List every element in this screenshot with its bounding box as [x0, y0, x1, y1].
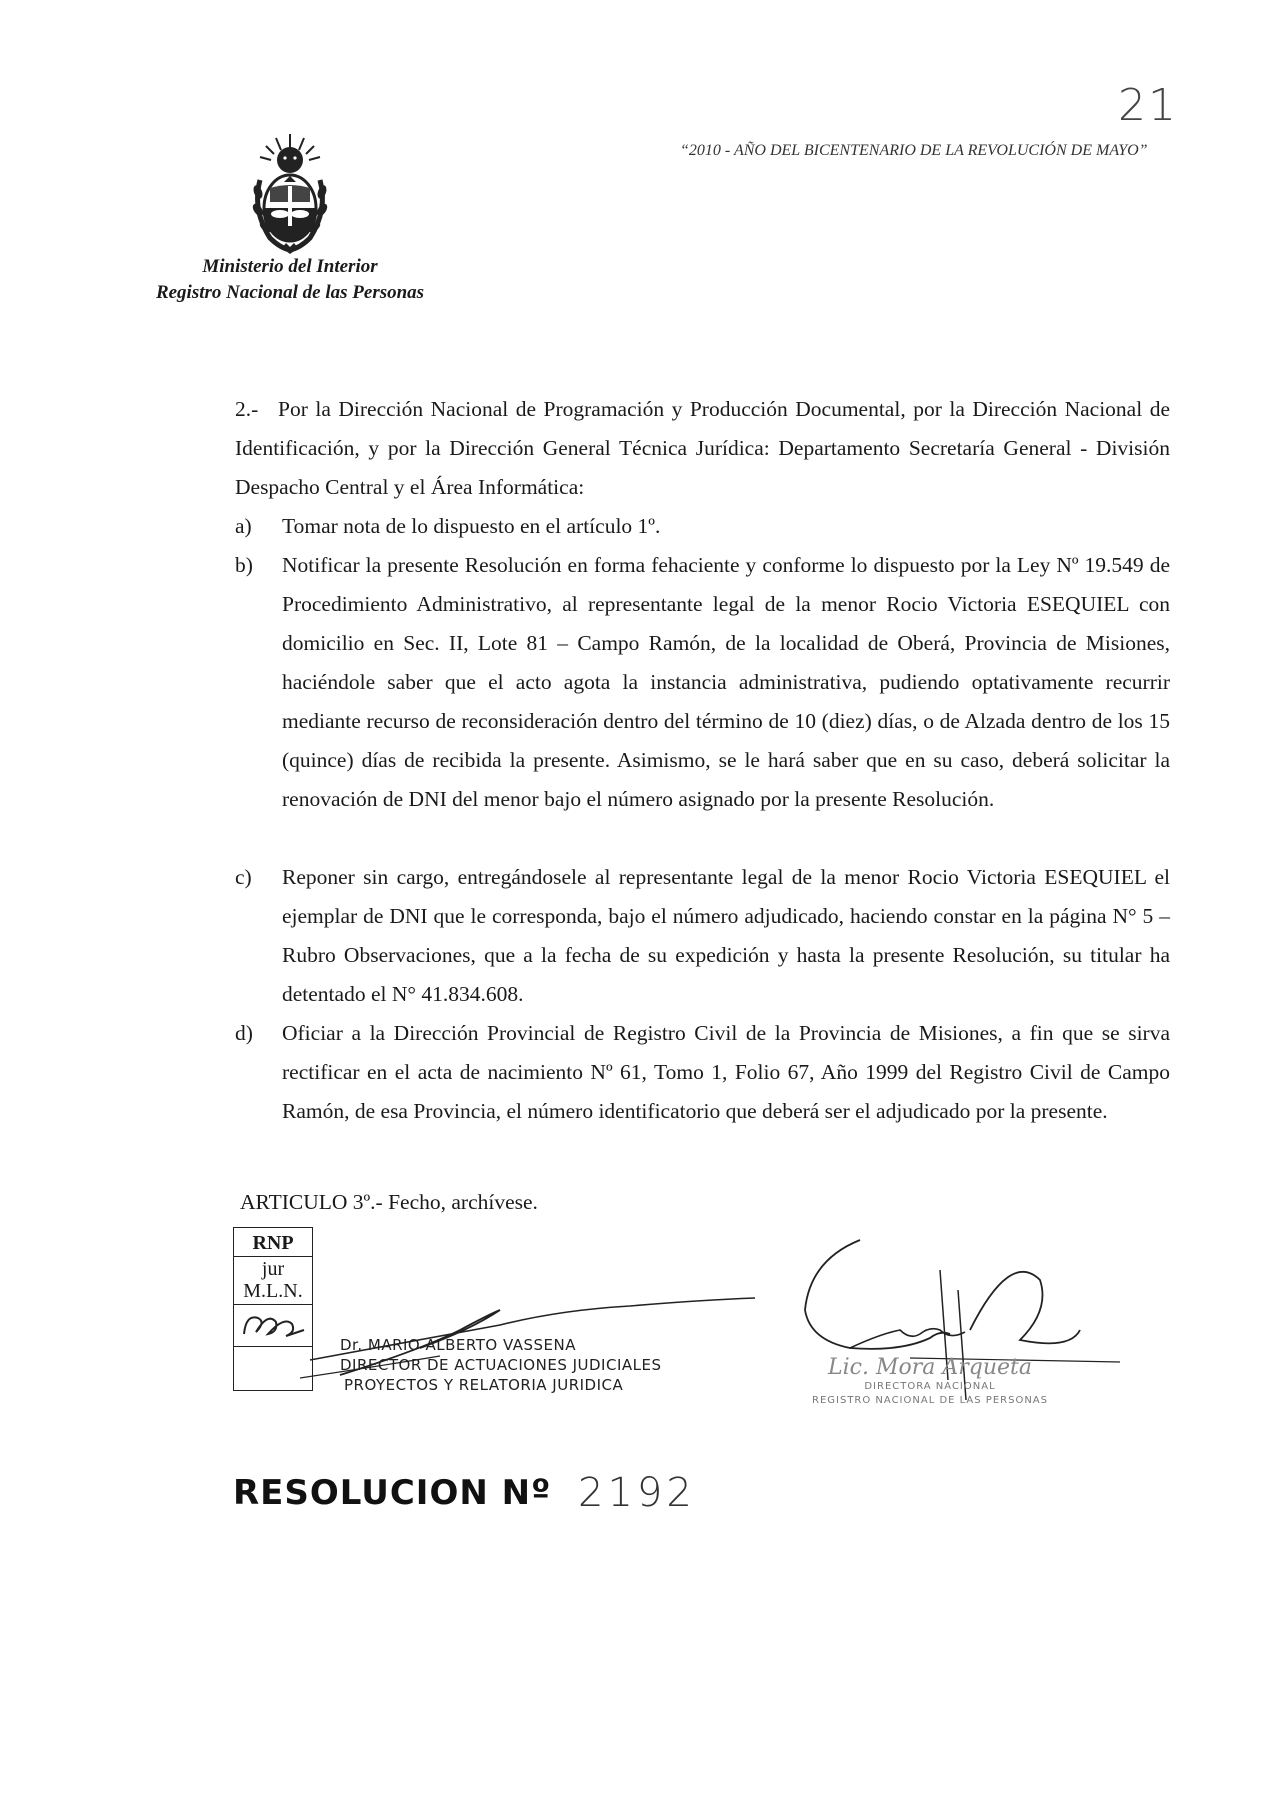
- signer-left-title: PROYECTOS Y RELATORIA JURIDICA: [344, 1376, 624, 1394]
- signer-left: [340, 1335, 662, 1395]
- item-text: Tomar nota de lo dispuesto en el artículo 1º.: [282, 514, 661, 538]
- stamp-rnp: RNP: [252, 1232, 294, 1254]
- page-number: 21: [1118, 80, 1178, 131]
- item-text: Por la Dirección Nacional de Programación y Producción Documental, por la Dirección Nacional de Identificación, y por la Dirección General Técnica Jurídica: Departamento Secretaría General - División Despacho Central y el Área Informática:: [235, 397, 1170, 499]
- item-text: Notificar la presente Resolución en forma fehaciente y conforme lo dispuesto por la Ley Nº 19.549 de Procedimiento Administrativo, al representante legal de la menor Rocio Victoria ESEQUIEL con domicilio en Sec. II, Lote 81 – Campo Ramón, de la localidad de Oberá, Provincia de Misiones, haciéndole saber que el acto agota la instancia administrativa, pudiendo optativamente recurrir mediante recurso de reconsideración dentro del término de 10 (diez) días, o de Alzada dentro de los 15 (quince) días de recibida la presente. Asimismo, se le hará saber que en su caso, deberá solicitar la renovación de DNI del menor bajo el número asignado por la presente Resolución.: [282, 553, 1170, 811]
- resolucion-label: RESOLUCION Nº: [233, 1473, 552, 1513]
- signer-left-title: DIRECTOR DE ACTUACIONES JUDICIALES: [340, 1356, 662, 1374]
- signer-left-name: Dr. MARIO ALBERTO VASSENA: [340, 1336, 577, 1354]
- stamp-divider: [234, 1256, 312, 1257]
- signer-right: [810, 1380, 1050, 1408]
- ministry-name: Ministerio del Interior: [202, 256, 378, 277]
- coat-of-arms-icon: [248, 130, 332, 256]
- item-letter: b): [235, 553, 253, 577]
- item-number: 2.-: [235, 397, 259, 421]
- signer-right-handwritten-name: Lic. Mora Arqueta: [828, 1355, 1032, 1380]
- registry-name: Registro Nacional de las Personas: [155, 282, 425, 303]
- signer-right-title: DIRECTORA NACIONAL: [864, 1381, 996, 1392]
- header-motto: “2010 - AÑO DEL BICENTENARIO DE LA REVOLUCIÓN DE MAYO”: [680, 142, 1148, 159]
- ministry-heading: [120, 254, 460, 306]
- resolucion-number: 2192: [578, 1470, 696, 1516]
- stamp-jur: jur: [261, 1258, 285, 1280]
- signer-right-title: REGISTRO NACIONAL DE LAS PERSONAS: [812, 1395, 1048, 1406]
- item-letter: d): [235, 1021, 253, 1045]
- articulo-3: ARTICULO 3º.- Fecho, archívese.: [240, 1190, 538, 1214]
- item-text: Oficiar a la Dirección Provincial de Registro Civil de la Provincia de Misiones, a fin que se sirva rectificar en el acta de nacimiento Nº 61, Tomo 1, Folio 67, Año 1999 del Registro Civil de Campo Ramón, de esa Provincia, el número identificatorio que deberá ser el adjudicado por la presente.: [282, 1021, 1170, 1123]
- item-letter: c): [235, 865, 252, 889]
- item-text: Reponer sin cargo, entregándosele al representante legal de la menor Rocio Victoria ESEQUIEL el ejemplar de DNI que le corresponda, bajo el número adjudicado, haciendo constar en la página N° 5 – Rubro Observaciones, que a la fecha de su expedición y hasta la presente Resolución, su titular ha detentado el N° 41.834.608.: [282, 865, 1170, 1006]
- item-letter: a): [235, 514, 252, 538]
- stamp-initials: M.L.N.: [243, 1280, 303, 1302]
